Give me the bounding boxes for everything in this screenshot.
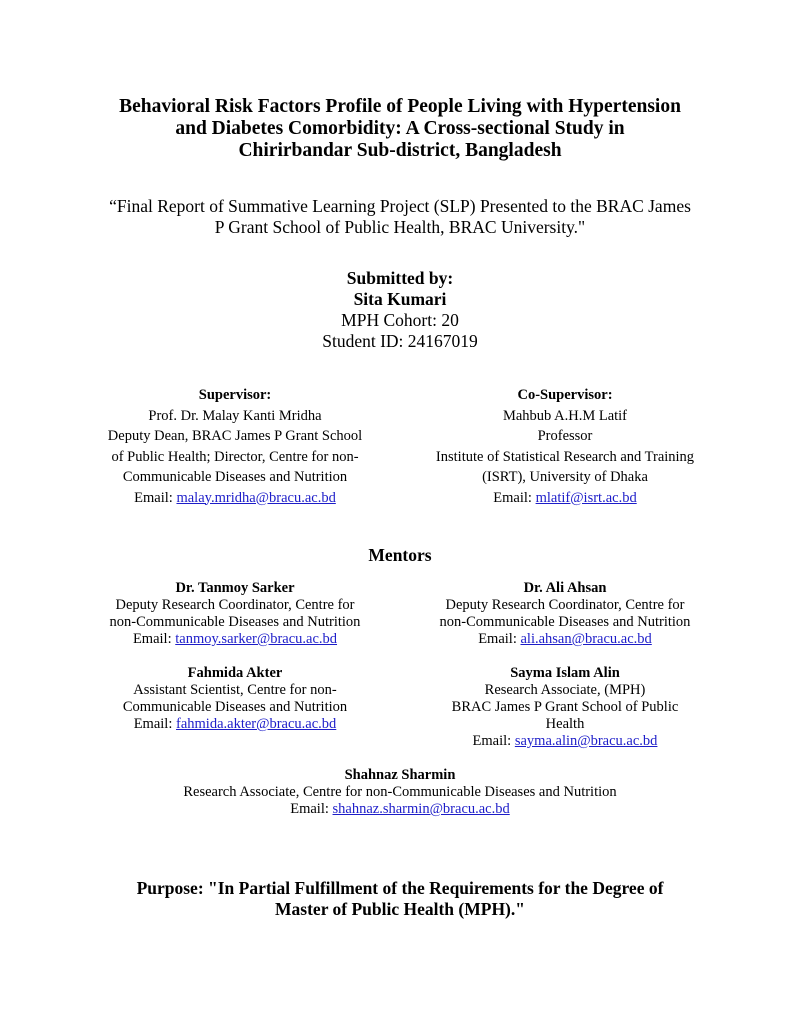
purpose-line-2: Master of Public Health (MPH)." — [275, 899, 525, 919]
student-id: Student ID: 24167019 — [322, 331, 478, 351]
mentor-name: Sayma Islam Alin — [510, 665, 620, 681]
mentor-card — [85, 665, 385, 733]
mentor-role-line: Deputy Research Coordinator, Centre for — [445, 597, 685, 613]
co-supervisor-block — [410, 385, 720, 508]
mentor-email-line — [120, 801, 680, 818]
title-line-2: and Diabetes Comorbidity: A Cross-sectional Study in — [175, 118, 625, 139]
mentor-name: Shahnaz Sharmin — [344, 767, 456, 783]
mentor-email-line — [85, 716, 385, 733]
email-label: Email: — [493, 489, 536, 506]
supervisor-line: Communicable Diseases and Nutrition — [122, 469, 348, 485]
purpose-line-1: Purpose: "In Partial Fulfillment of the Requirements for the Degree of — [136, 878, 664, 898]
mentor-email-link[interactable]: sayma.alin@bracu.ac.bd — [514, 733, 658, 749]
co-supervisor-heading: Co-Supervisor: — [517, 387, 613, 403]
co-supervisor-line: Mahbub A.H.M Latif — [502, 407, 628, 424]
supervisor-line: Prof. Dr. Malay Kanti Mridha — [148, 407, 322, 424]
mentor-email-line — [85, 631, 385, 648]
mentor-role-line: non-Communicable Diseases and Nutrition — [439, 614, 691, 630]
supervisor-line: of Public Health; Director, Centre for non- — [111, 448, 359, 465]
submission-block — [200, 268, 600, 352]
report-note-line-1: “Final Report of Summative Learning Project (SLP) Presented to the BRAC James — [109, 196, 691, 216]
student-cohort: MPH Cohort: 20 — [341, 310, 459, 330]
mentor-email-line — [410, 631, 720, 648]
submitted-by-heading: Submitted by: — [346, 268, 454, 288]
co-supervisor-line: Institute of Statistical Research and Training — [435, 448, 695, 465]
mentor-role-line: Research Associate, (MPH) — [484, 682, 646, 698]
title-line-1: Behavioral Risk Factors Profile of People Living with Hypertension — [119, 96, 681, 117]
report-note-line-2: P Grant School of Public Health, BRAC University." — [214, 217, 586, 237]
co-supervisor-line: Professor — [537, 428, 593, 444]
mentor-role-line: Research Associate, Centre for non-Communicable Diseases and Nutrition — [183, 784, 617, 800]
mentor-role-line: non-Communicable Diseases and Nutrition — [109, 614, 361, 630]
mentor-card — [410, 665, 720, 750]
email-label: Email: — [472, 733, 515, 749]
co-supervisor-email-link[interactable]: mlatif@isrt.ac.bd — [535, 489, 637, 506]
co-supervisor-line: (ISRT), University of Dhaka — [482, 469, 648, 485]
mentor-card — [85, 580, 385, 648]
supervisor-block — [85, 385, 385, 508]
title-line-3: Chirirbandar Sub-district, Bangladesh — [238, 140, 562, 161]
mentor-email-link[interactable]: fahmida.akter@bracu.ac.bd — [176, 716, 337, 732]
mentor-card — [120, 767, 680, 818]
document-title — [60, 96, 740, 162]
co-supervisor-email-line — [410, 488, 720, 509]
supervisor-line: Deputy Dean, BRAC James P Grant School — [107, 428, 363, 444]
mentor-name: Fahmida Akter — [187, 665, 283, 681]
mentor-name: Dr. Ali Ahsan — [523, 580, 607, 596]
mentor-email-link[interactable]: shahnaz.sharmin@bracu.ac.bd — [332, 801, 510, 817]
email-label: Email: — [134, 489, 177, 506]
supervisor-heading: Supervisor: — [198, 387, 272, 403]
mentor-card — [410, 580, 720, 648]
student-name: Sita Kumari — [353, 289, 447, 309]
mentor-email-link[interactable]: ali.ahsan@bracu.ac.bd — [520, 631, 652, 647]
email-label: Email: — [478, 631, 521, 647]
mentor-email-link[interactable]: tanmoy.sarker@bracu.ac.bd — [175, 631, 338, 647]
purpose-statement — [70, 878, 730, 920]
mentors-heading: Mentors — [368, 545, 432, 565]
mentor-role-line: Communicable Diseases and Nutrition — [122, 699, 348, 715]
email-label: Email: — [290, 801, 333, 817]
mentor-role-line: Deputy Research Coordinator, Centre for — [115, 597, 355, 613]
mentor-email-line — [410, 733, 720, 750]
mentor-role-line: BRAC James P Grant School of Public — [451, 699, 679, 715]
supervisor-email-link[interactable]: malay.mridha@bracu.ac.bd — [176, 489, 336, 506]
mentor-role-line: Assistant Scientist, Centre for non- — [133, 682, 337, 698]
supervisor-email-line — [85, 488, 385, 509]
report-note — [60, 196, 740, 238]
email-label: Email: — [132, 631, 176, 647]
mentor-role-line: Health — [545, 716, 585, 732]
email-label: Email: — [133, 716, 176, 732]
mentor-name: Dr. Tanmoy Sarker — [175, 580, 295, 596]
